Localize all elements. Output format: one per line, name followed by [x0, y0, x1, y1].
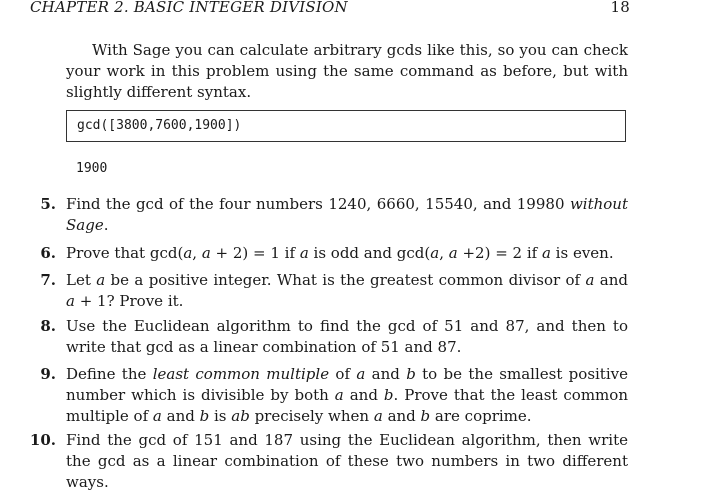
exercise-number: 8. [40, 317, 56, 335]
running-header [30, 0, 630, 18]
exercise-text: Define the least common multiple of a and b to be the smallest positive number which is divisible by both a and b. Prove that the least common multiple of a and b is ab precisely when a and b are coprime. [66, 365, 628, 425]
intro-paragraph [66, 40, 628, 103]
chapter-title: CHAPTER 2. BASIC INTEGER DIVISION [30, 0, 348, 16]
exercise-number: 9. [40, 365, 56, 383]
exercise-number: 6. [40, 244, 56, 262]
exercise-text: Prove that gcd(a, a + 2) = 1 if a is odd and gcd(a, a +2) = 2 if a is even. [66, 244, 614, 262]
exercise-text: Find the gcd of 151 and 187 using the Euclidean algorithm, then write the gcd as a linear combination of these two numbers in two different ways. [66, 431, 628, 491]
intro-text: With Sage you can calculate arbitrary gcds like this, so you can check your work in this problem using the same command as before, but with slightly different syntax. [66, 41, 628, 101]
exercise-text: Let a be a positive integer. What is the greatest common divisor of a and a + 1? Prove it. [66, 271, 628, 310]
exercise-text: Find the gcd of the four numbers 1240, 6660, 15540, and 19980 without Sage. [66, 195, 628, 234]
exercise-text: Use the Euclidean algorithm to find the gcd of 51 and 87, and then to write that gcd as a linear combination of 51 and 87. [66, 317, 628, 356]
exercise-number: 7. [40, 271, 56, 289]
code-input-text: gcd([3800,7600,1900]) [77, 118, 242, 133]
sage-code-input [66, 110, 626, 142]
exercise-number: 10. [29, 431, 56, 449]
sage-code-output: 1900 [76, 161, 108, 176]
page-number: 18 [610, 0, 630, 16]
exercise-number: 5. [40, 195, 56, 213]
